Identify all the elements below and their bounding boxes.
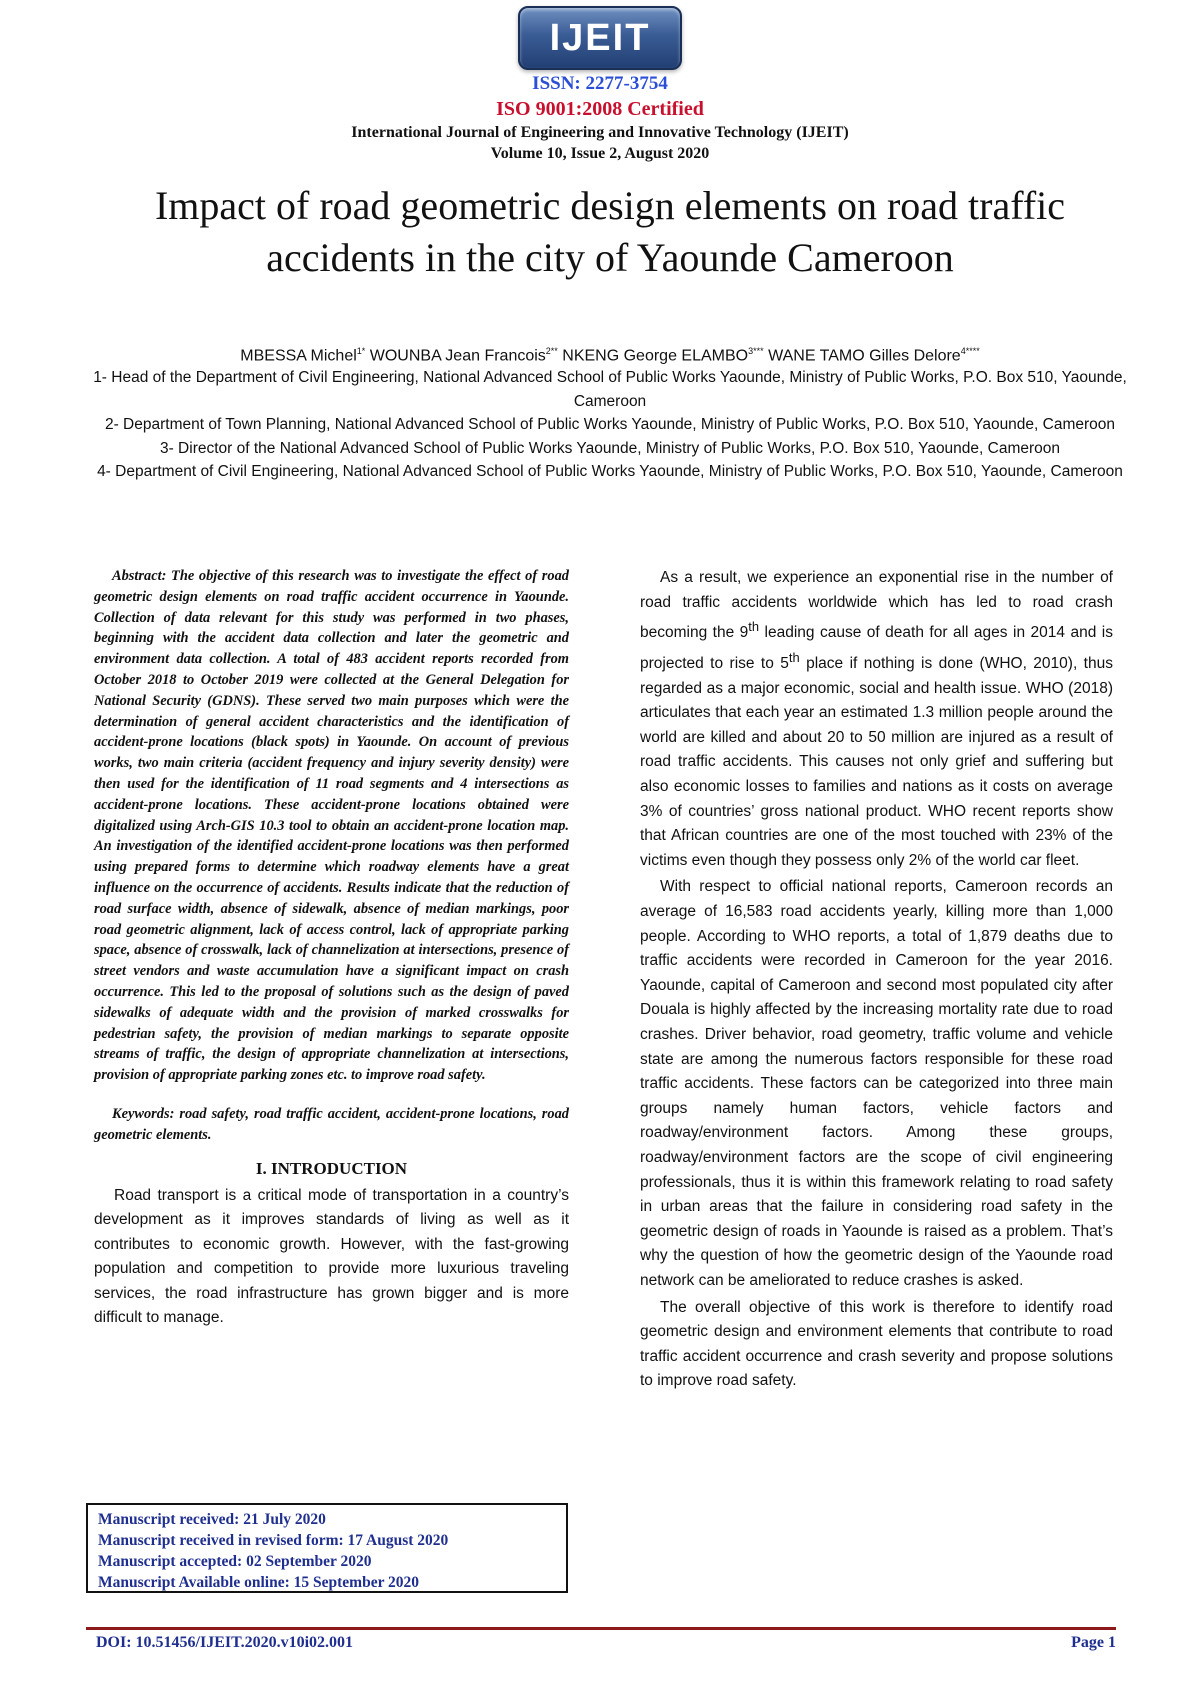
author-list bbox=[90, 340, 1130, 367]
journal-header bbox=[0, 72, 1200, 164]
left-column bbox=[94, 566, 569, 1331]
author-mark: 2** bbox=[545, 346, 558, 356]
abstract: Abstract: The objective of this research was to investigate the effect of road geometric design elements on road traffic accident occurrence in Yaounde. Collection of data relevant for this study was performed in two phases, beginning with the accident data collection and later the geometric and environment data collection. A total of 483 accident reports recorded from October 2018 to October 2019 were collected at the General Delegation for National Security (GDNS). These served two main purposes which were the determination of general accident characteristics and the identification of accident-prone locations (black spots) in Yaounde. On account of previous works, two main criteria (accident frequency and injury severity density) were then used for the identification of 11 road segments and 4 intersections as accident-prone locations. These accident-prone locations obtained were digitalized using Arch-GIS 10.3 tool to obtain an accident-prone location map. An investigation of the identified accident-prone locations was then performed using prepared forms to determine which roadway elements have a great influence on the occurrence of accidents. Results indicate that the reduction of road surface width, absence of sidewalk, absence of median markings, poor road geometric alignment, lack of access control, lack of appropriate parking space, absence of crosswalk, lack of channelization at intersections, presence of street vendors and waste accumulation have a significant impact on crash occurrence. This led to the proposal of solutions such as the design of paved sidewalks of adequate width and the provision of marked crosswalks for pedestrian safety, the provision of median markings to separate opposite streams of traffic, the design of appropriate channelization at intersections, provision of appropriate parking zones etc. to improve road safety. bbox=[94, 568, 569, 1084]
affiliation: 4- Department of Civil Engineering, National Advanced School of Public Works Yaounde, Ministry of Public Works, P.O. Box 510, Yaounde, Cameroon bbox=[97, 463, 1123, 480]
journal-logo-wrap bbox=[0, 6, 1200, 70]
author-name: MBESSA Michel bbox=[240, 347, 357, 365]
author-name: WOUNBA Jean Francois bbox=[369, 347, 546, 365]
volume-issue: Volume 10, Issue 2, August 2020 bbox=[490, 145, 710, 162]
affiliation: 3- Director of the National Advanced School of Public Works Yaounde, Ministry of Public Works, P.O. Box 510, Yaounde, Cameroon bbox=[159, 439, 1061, 457]
manuscript-dates-box bbox=[86, 1503, 568, 1593]
keywords: Keywords: road safety, road traffic accident, accident-prone locations, road geometric elements. bbox=[94, 1105, 569, 1143]
manuscript-online: Manuscript Available online: 15 September 2020 bbox=[98, 1574, 420, 1591]
ordinal-sup: th bbox=[748, 619, 760, 635]
doi-link[interactable]: DOI: 10.51456/IJEIT.2020.v10i02.001 bbox=[96, 1634, 354, 1651]
right-column bbox=[640, 566, 1113, 1396]
manuscript-accepted: Manuscript accepted: 02 September 2020 bbox=[98, 1553, 372, 1570]
author-mark: 3*** bbox=[748, 346, 764, 356]
affiliation: 1- Head of the Department of Civil Engineering, National Advanced School of Public Works Yaounde, Ministry of Public Works, P.O. Box 510, Yaounde, Cameroon bbox=[93, 369, 1127, 410]
iso-certification: ISO 9001:2008 Certified bbox=[496, 98, 704, 120]
text-run: place if nothing is done (WHO, 2010), thus regarded as a major economic, social and health issue. WHO (2018) articulates that each year an estimated 1.3 million people around the world are killed and about 20 to 50 million are injured as a result of road traffic accidents. This causes not only grief and suffering but also economic losses to families and nations as it costs on average 3% of countries’ gross national product. WHO recent reports show that African countries are one of the most touched with 23% of the victims even though they possess only 2% of the world car fleet. bbox=[640, 655, 1113, 869]
section-heading-introduction: I. INTRODUCTION bbox=[255, 1158, 408, 1178]
paper-title: Impact of road geometric design elements on road traffic accidents in the city of Yaounde Cameroon bbox=[154, 183, 1066, 280]
author-name: NKENG George ELAMBO bbox=[562, 347, 749, 365]
body-paragraph: The overall objective of this work is therefore to identify road geometric design and environment elements that contribute to road traffic accident occurrence and crash severity and propose solutions to improve road safety. bbox=[640, 1298, 1113, 1390]
intro-paragraph: Road transport is a critical mode of transportation in a country’s development as it improves standards of living as well as it contributes to economic growth. However, with the fast-growing population and competition to provide more luxurious traveling services, the road infrastructure has grown bigger and is more difficult to manage. bbox=[94, 1186, 569, 1327]
page-number: Page 1 bbox=[1071, 1634, 1116, 1651]
manuscript-revised: Manuscript received in revised form: 17 August 2020 bbox=[98, 1532, 449, 1549]
text-run: As a result, we experience an exponential rise in the number of road traffic accidents worldwide which has led to road crash becoming the 9 bbox=[640, 569, 1113, 642]
author-name: WANE TAMO Gilles Delore bbox=[768, 347, 961, 365]
body-paragraph: With respect to official national reports, Cameroon records an average of 16,583 road accidents yearly, killing more than 1,000 people. According to WHO reports, a total of 1,879 deaths due to traffic accidents were recorded in Cameroon for the year 2016. Yaounde, capital of Cameroon and second most populated city after Douala is highly affected by the increasing mortality rate due to road crashes. Driver behavior, road geometry, traffic volume and vehicle state are among the numerous factors responsible for these road traffic accidents. These factors can be categorized into three main groups namely human factors, vehicle factors and roadway/environment factors. Among these groups, roadway/environment factors are the scope of civil engineering professionals, thus it is within this framework relating to road safety in urban areas that the failure in considering road safety in the geometric design of roads in Yaounde is raised as a problem. That’s why the question of how the geometric design of the Yaounde road network can be ameliorated to reduce crashes is asked. bbox=[640, 878, 1113, 1289]
author-mark: 4**** bbox=[960, 346, 980, 356]
body-paragraph bbox=[640, 566, 1113, 873]
journal-name: International Journal of Engineering and Innovative Technology (IJEIT) bbox=[351, 124, 849, 141]
text-run: leading cause of death for all ages in 2014 and is projected to rise to 5 bbox=[640, 624, 1113, 673]
affiliation: 2- Department of Town Planning, National Advanced School of Public Works Yaounde, Ministry of Public Works, P.O. Box 510, Yaounde, Cameroon bbox=[104, 416, 1116, 433]
journal-logo: IJEIT bbox=[518, 6, 682, 70]
manuscript-received: Manuscript received: 21 July 2020 bbox=[98, 1511, 326, 1528]
footer-divider bbox=[86, 1627, 1116, 1630]
author-mark: 1* bbox=[356, 346, 366, 356]
issn: ISSN: 2277-3754 bbox=[532, 73, 668, 94]
affiliations bbox=[90, 366, 1130, 484]
ordinal-sup: th bbox=[788, 649, 800, 665]
